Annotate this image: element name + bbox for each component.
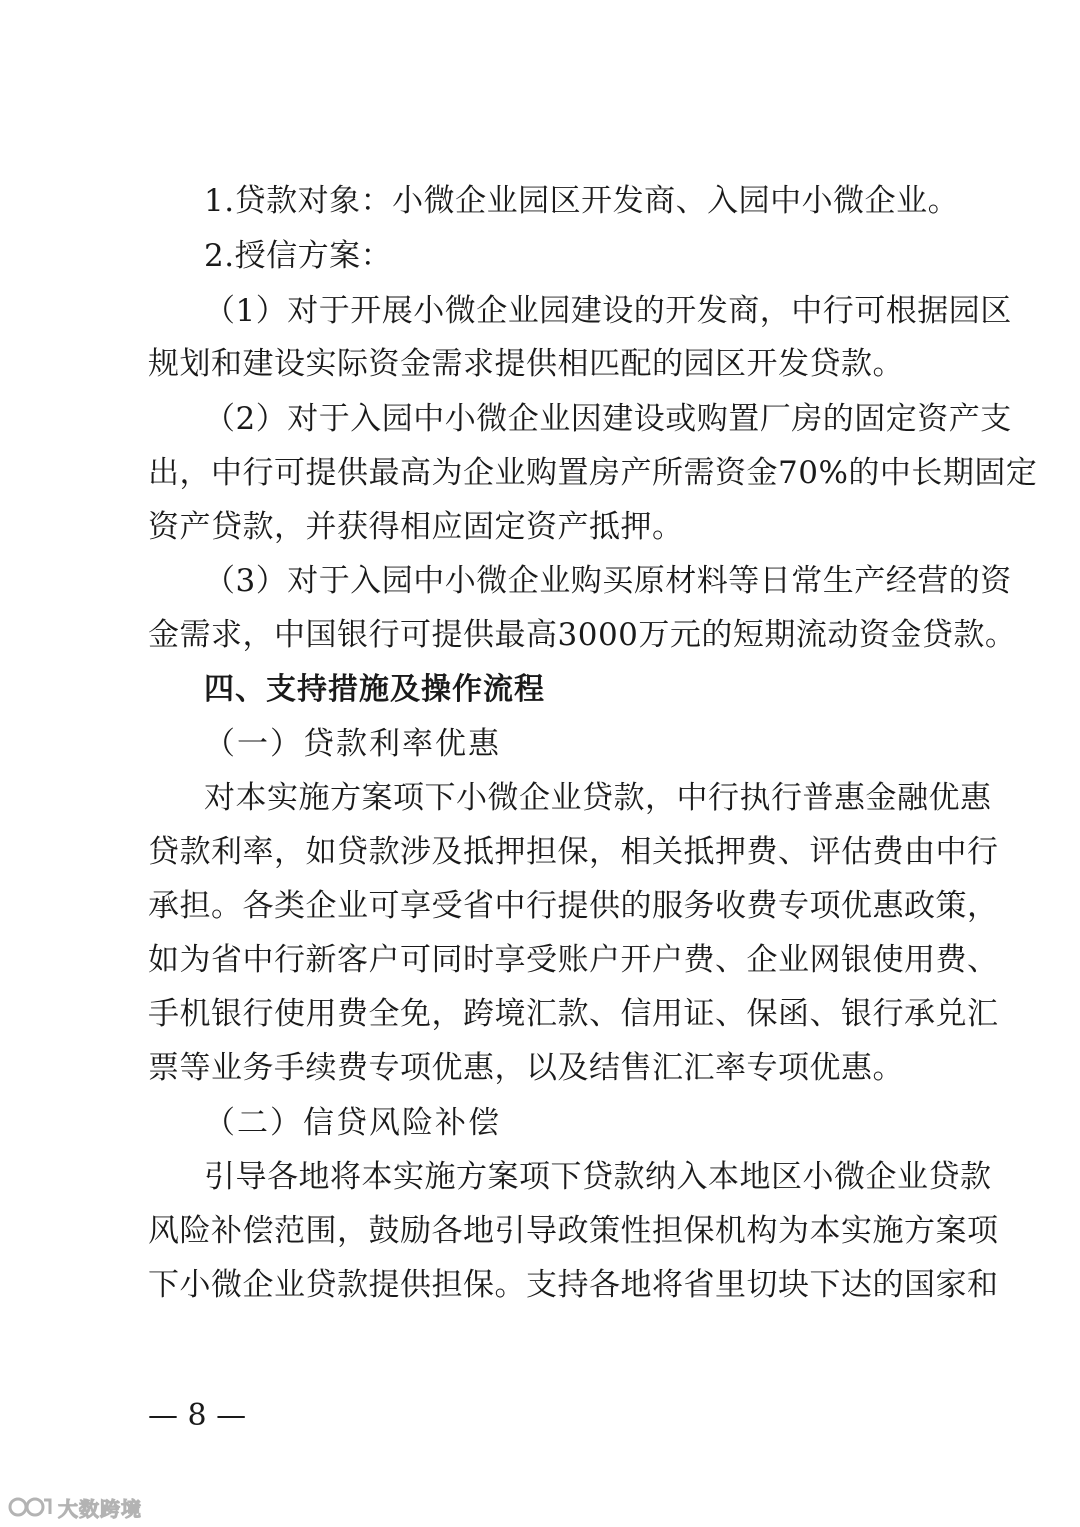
plan-item-2-line-3: 资产贷款，并获得相应固定资产抵押。 [148,509,684,545]
plan-item-1-line-2: 规划和建设实际资金需求提供相匹配的园区开发贷款。 [148,346,904,382]
subsection-1-line-4: 如为省中行新客户可同时享受账户开户费、企业网银使用费、 [148,942,999,978]
subsection-2-line-2: 风险补偿范围，鼓励各地引导政策性担保机构为本实施方案项 [148,1213,999,1249]
subsection-1-title: （一）贷款利率优惠 [204,726,501,762]
brand-logo-icon [8,1494,52,1520]
watermark-text: 大数跨境 [58,1496,142,1521]
subsection-1-line-2: 贷款利率，如贷款涉及抵押担保，相关抵押费、评估费由中行 [148,834,999,870]
plan-item-2-line-2: 出，中行可提供最高为企业购置房产所需资金70%的中长期固定 [148,455,1038,491]
subsection-1-line-1: 对本实施方案项下小微企业贷款，中行执行普惠金融优惠 [204,780,992,816]
subsection-2-line-3: 下小微企业贷款提供担保。支持各地将省里切块下达的国家和 [148,1267,999,1303]
plan-item-2-line-1: （2）对于入园中小微企业因建设或购置厂房的固定资产支 [204,401,1012,437]
section-heading: 四、支持措施及操作流程 [204,672,545,707]
watermark [8,1492,142,1522]
subsection-1-line-5: 手机银行使用费全免，跨境汇款、信用证、保函、银行承兑汇 [148,996,999,1032]
credit-plan-line: 2.授信方案： [204,238,393,274]
page-number: — 8 — [148,1398,247,1433]
loan-target-line: 1.贷款对象：小微企业园区开发商、入园中小微企业。 [204,183,960,219]
subsection-1-line-6: 票等业务手续费专项优惠，以及结售汇汇率专项优惠。 [148,1050,904,1086]
subsection-2-line-1: 引导各地将本实施方案项下贷款纳入本地区小微企业贷款 [204,1159,992,1195]
subsection-1-line-3: 承担。各类企业可享受省中行提供的服务收费专项优惠政策， [148,888,999,924]
subsection-2-title: （二）信贷风险补偿 [204,1105,501,1141]
plan-item-3-line-2: 金需求，中国银行可提供最高3000万元的短期流动资金贷款。 [148,617,1017,653]
plan-item-3-line-1: （3）对于入园中小微企业购买原材料等日常生产经营的资 [204,563,1012,599]
plan-item-1-line-1: （1）对于开展小微企业园建设的开发商，中行可根据园区 [204,293,1012,329]
